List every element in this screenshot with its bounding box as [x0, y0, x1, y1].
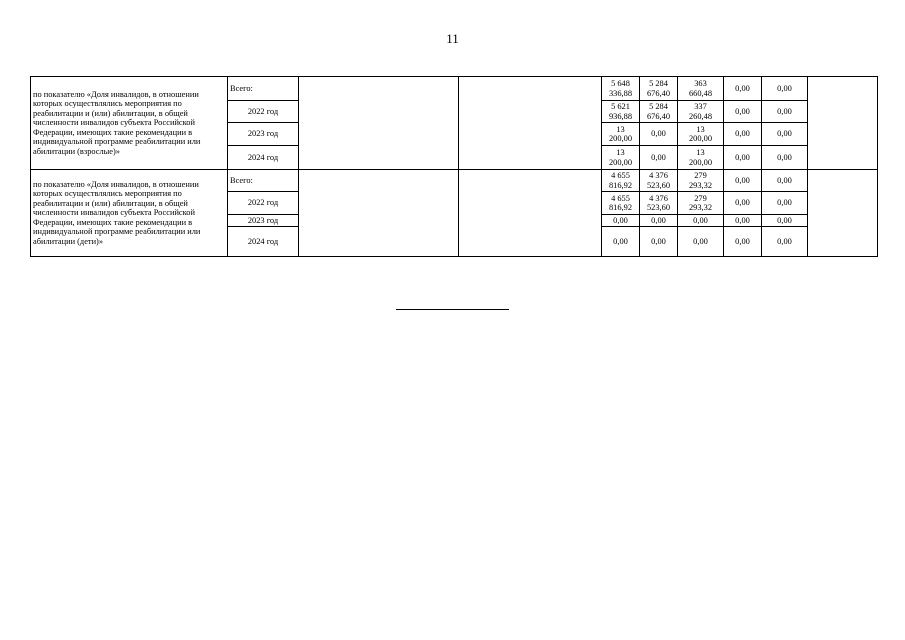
value-cell: 337 260,48	[678, 101, 724, 123]
value-cell: 0,00	[762, 101, 808, 123]
empty-cell	[459, 170, 602, 257]
period-cell: Всего:	[228, 77, 299, 101]
value-cell: 0,00	[762, 170, 808, 192]
value-cell: 0,00	[724, 146, 762, 170]
period-cell: 2022 год	[228, 101, 299, 123]
value-cell: 0,00	[678, 227, 724, 257]
value-cell: 13 200,00	[678, 123, 724, 146]
value-cell: 0,00	[762, 146, 808, 170]
value-cell: 13 200,00	[602, 123, 640, 146]
period-cell: 2024 год	[228, 146, 299, 170]
value-cell: 5 284 676,40	[640, 77, 678, 101]
value-cell: 5 621 936,88	[602, 101, 640, 123]
value-cell: 0,00	[724, 170, 762, 192]
value-cell: 0,00	[724, 227, 762, 257]
value-cell: 0,00	[762, 192, 808, 215]
value-cell: 0,00	[602, 227, 640, 257]
value-cell: 5 648 336,88	[602, 77, 640, 101]
indicator-cell: по показателю «Доля инвалидов, в отношении которых осуществлялись мероприятия по реабилитации и (или) абилитации, в общей численности инвалидов субъекта Российской Федерации, имеющих такие рекомендации в индивидуальной программе реабилитации или абилитации (дети)»	[31, 170, 228, 257]
value-cell: 4 376 523,60	[640, 170, 678, 192]
empty-cell	[808, 170, 878, 257]
value-cell: 4 655 816,92	[602, 192, 640, 215]
empty-cell	[808, 77, 878, 170]
table-row	[31, 170, 878, 192]
page-number: 11	[446, 31, 459, 46]
value-cell: 0,00	[640, 123, 678, 146]
value-cell: 363 660,48	[678, 77, 724, 101]
value-cell: 13 200,00	[602, 146, 640, 170]
period-cell: 2023 год	[228, 215, 299, 227]
indicator-cell: по показателю «Доля инвалидов, в отношении которых осуществлялись мероприятия по реабилитации и (или) абилитации, в общей численности инвалидов субъекта Российской Федерации, имеющих такие рекомендации в индивидуальной программе реабилитации или абилитации (взрослые)»	[31, 77, 228, 170]
value-cell: 0,00	[640, 227, 678, 257]
value-cell: 279 293,32	[678, 170, 724, 192]
period-cell: 2022 год	[228, 192, 299, 215]
empty-cell	[299, 170, 459, 257]
closing-rule-line	[396, 309, 509, 310]
value-cell: 0,00	[724, 77, 762, 101]
empty-cell	[299, 77, 459, 170]
value-cell: 0,00	[762, 227, 808, 257]
value-cell: 279 293,32	[678, 192, 724, 215]
value-cell: 0,00	[724, 123, 762, 146]
value-cell: 0,00	[678, 215, 724, 227]
empty-cell	[459, 77, 602, 170]
value-cell: 0,00	[762, 77, 808, 101]
value-cell: 0,00	[724, 215, 762, 227]
value-cell: 0,00	[762, 215, 808, 227]
period-cell: 2024 год	[228, 227, 299, 257]
period-cell: 2023 год	[228, 123, 299, 146]
value-cell: 0,00	[640, 215, 678, 227]
table-row	[31, 77, 878, 101]
value-cell: 0,00	[762, 123, 808, 146]
value-cell: 4 655 816,92	[602, 170, 640, 192]
value-cell: 5 284 676,40	[640, 101, 678, 123]
value-cell: 0,00	[724, 192, 762, 215]
value-cell: 13 200,00	[678, 146, 724, 170]
value-cell: 0,00	[724, 101, 762, 123]
value-cell: 0,00	[640, 146, 678, 170]
budget-table	[30, 76, 878, 257]
value-cell: 4 376 523,60	[640, 192, 678, 215]
period-cell: Всего:	[228, 170, 299, 192]
value-cell: 0,00	[602, 215, 640, 227]
